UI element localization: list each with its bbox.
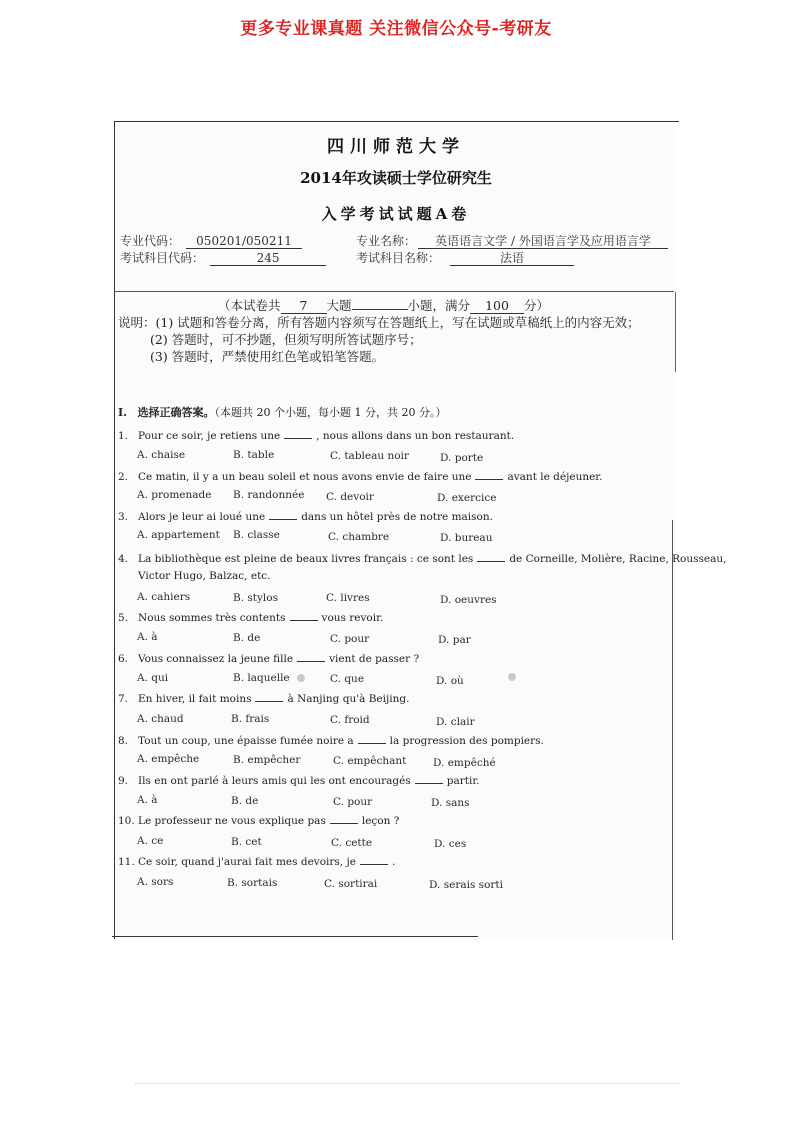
subject-name-label: 考试科目名称： bbox=[356, 251, 441, 265]
faint-scan-line bbox=[135, 1083, 680, 1086]
question-text: Nous sommes très contents bbox=[138, 612, 286, 624]
option-b: B. randonnée bbox=[233, 489, 305, 501]
section-1-number: I. bbox=[118, 406, 127, 419]
major-code-label: 专业代码： bbox=[120, 234, 181, 248]
sheet-border-bottom bbox=[112, 936, 478, 937]
option-c: C. tableau noir bbox=[330, 450, 409, 462]
question-text: Ils en ont parlé à leurs amis qui les ont encouragés bbox=[138, 775, 411, 787]
answer-blank bbox=[255, 701, 283, 702]
answer-blank bbox=[284, 438, 312, 439]
answer-blank bbox=[360, 864, 388, 865]
option-d: D. clair bbox=[436, 716, 475, 728]
summary-mid2: 小题，满分 bbox=[407, 298, 471, 313]
subject-code-label: 考试科目代码： bbox=[120, 251, 205, 265]
question-text: . bbox=[391, 856, 396, 868]
question-6 bbox=[118, 653, 419, 665]
option-c: C. froid bbox=[330, 714, 370, 726]
major-code-value: 050201/050211 bbox=[186, 234, 302, 249]
question-10 bbox=[118, 815, 399, 827]
subject-code-value: 245 bbox=[210, 251, 326, 266]
option-d: D. oeuvres bbox=[440, 594, 497, 606]
option-a: A. promenade bbox=[137, 489, 212, 501]
question-text: Ce soir, quand j'aurai fait mes devoirs, je bbox=[138, 856, 356, 868]
option-b: B. empêcher bbox=[233, 754, 301, 766]
option-d: D. bureau bbox=[440, 532, 493, 544]
option-b: B. cet bbox=[231, 836, 262, 848]
question-text: Vous connaissez la jeune fille bbox=[138, 653, 294, 665]
option-b: B. laquelle bbox=[233, 672, 290, 684]
subject-name-row bbox=[356, 249, 574, 266]
answer-blank bbox=[330, 823, 358, 824]
question-text: , nous allons dans un bon restaurant. bbox=[316, 430, 515, 442]
option-a: A. chaise bbox=[137, 449, 186, 461]
option-a: A. empêche bbox=[137, 753, 200, 765]
question-number: 4. bbox=[118, 553, 129, 565]
option-c: C. chambre bbox=[328, 531, 390, 543]
question-text: dans un hôtel près de notre maison. bbox=[301, 511, 493, 523]
question-text: la progression des pompiers. bbox=[389, 735, 544, 747]
section-1-heading bbox=[118, 404, 446, 420]
question-1 bbox=[118, 430, 514, 442]
question-text: vient de passer ? bbox=[329, 653, 420, 665]
option-d: D. par bbox=[438, 634, 471, 646]
option-a: A. à bbox=[137, 631, 158, 643]
option-b: B. de bbox=[233, 632, 261, 644]
option-d: D. empêché bbox=[433, 757, 496, 769]
question-number: 10. bbox=[118, 815, 135, 827]
answer-blank bbox=[477, 561, 505, 562]
major-name-value: 英语语言文学 / 外国语言学及应用语言学 bbox=[418, 234, 668, 249]
exam-year-line: 2014年攻读硕士学位研究生 bbox=[300, 169, 492, 187]
question-text: à Nanjing qu'à Beijing. bbox=[287, 693, 410, 705]
question-text: Pour ce soir, je retiens une bbox=[138, 430, 281, 442]
option-b: B. de bbox=[231, 795, 259, 807]
sheet-border-top bbox=[114, 121, 679, 122]
option-c: C. que bbox=[330, 673, 365, 685]
question-text: En hiver, il fait moins bbox=[138, 693, 252, 705]
option-a: A. sors bbox=[137, 876, 174, 888]
question-number: 3. bbox=[118, 511, 129, 523]
note-3: (3) 答题时，严禁使用红色笔或铅笔答题。 bbox=[150, 349, 385, 364]
option-d: D. serais sorti bbox=[429, 879, 503, 891]
sheet-border-right bbox=[672, 520, 673, 940]
summary-prefix: （本试卷共 bbox=[218, 298, 281, 313]
answer-blank bbox=[297, 661, 325, 662]
answer-blank bbox=[358, 743, 386, 744]
option-d: D. où bbox=[436, 675, 464, 687]
big-question-count: 7 bbox=[281, 299, 327, 314]
major-name-row bbox=[356, 232, 668, 249]
option-c: C. empêchant bbox=[333, 755, 407, 767]
exam-title: 入学考试试题A卷 bbox=[321, 205, 471, 223]
section-1-desc: （本题共 20 个小题，每小题 1 分，共 20 分。） bbox=[214, 406, 447, 419]
option-c: C. sortirai bbox=[324, 878, 378, 890]
question-3 bbox=[118, 511, 493, 523]
question-text: La bibliothèque est pleine de beaux livres français : ce sont les bbox=[138, 553, 474, 565]
question-text: de Corneille, Molière, Racine, Rousseau, bbox=[509, 553, 727, 565]
question-2 bbox=[118, 471, 603, 483]
option-c: C. cette bbox=[331, 837, 373, 849]
option-b: B. stylos bbox=[233, 592, 278, 604]
sheet-border-left bbox=[114, 121, 115, 939]
answer-blank bbox=[415, 783, 443, 784]
option-a: A. cahiers bbox=[137, 591, 191, 603]
question-text: Le professeur ne vous explique pas bbox=[138, 815, 326, 827]
scan-mark bbox=[508, 673, 516, 681]
major-name-label: 专业名称： bbox=[356, 234, 417, 248]
answer-blank bbox=[269, 519, 297, 520]
question-text: Tout un coup, une épaisse fumée noire a bbox=[138, 735, 354, 747]
option-c: C. devoir bbox=[326, 491, 374, 503]
question-number: 1. bbox=[118, 430, 129, 442]
option-d: D. exercice bbox=[437, 492, 497, 504]
question-text: Ce matin, il y a un beau soleil et nous avons envie de faire une bbox=[138, 471, 472, 483]
question-number: 6. bbox=[118, 653, 129, 665]
question-number: 7. bbox=[118, 693, 129, 705]
note-1: 说明：(1) 试题和答卷分离，所有答题内容须写在答题纸上，写在试题或草稿纸上的内容无效； bbox=[118, 315, 640, 330]
university-name: 四川师范大学 bbox=[327, 137, 465, 157]
question-number: 11. bbox=[118, 856, 135, 868]
full-score: 100 bbox=[470, 299, 524, 314]
option-a: A. qui bbox=[137, 672, 169, 684]
scan-mark bbox=[297, 674, 305, 682]
question-text: vous revoir. bbox=[321, 612, 384, 624]
answer-blank bbox=[475, 479, 503, 480]
option-a: A. appartement bbox=[137, 529, 220, 541]
question-number: 2. bbox=[118, 471, 129, 483]
option-c: C. pour bbox=[333, 796, 373, 808]
major-code-row bbox=[120, 232, 302, 249]
promo-banner: 更多专业课真题 关注微信公众号-考研友 bbox=[240, 19, 552, 39]
option-d: D. ces bbox=[434, 838, 467, 850]
option-c: C. pour bbox=[330, 633, 370, 645]
question-11 bbox=[118, 856, 395, 868]
option-c: C. livres bbox=[326, 592, 370, 604]
option-b: B. frais bbox=[231, 713, 270, 725]
question-9 bbox=[118, 775, 480, 787]
question-7 bbox=[118, 693, 409, 705]
question-4-continued: Victor Hugo, Balzac, etc. bbox=[138, 570, 271, 582]
subject-code-row bbox=[120, 249, 326, 266]
summary-suffix: 分） bbox=[524, 298, 550, 313]
option-d: D. porte bbox=[440, 452, 484, 464]
info-divider bbox=[114, 291, 674, 292]
question-5 bbox=[118, 612, 383, 624]
section-1-title: 选择正确答案。 bbox=[137, 406, 215, 419]
summary-mid1: 大题 bbox=[326, 298, 352, 313]
option-d: D. sans bbox=[431, 797, 470, 809]
question-number: 9. bbox=[118, 775, 129, 787]
subject-name-value: 法语 bbox=[450, 251, 574, 266]
question-text: partir. bbox=[446, 775, 480, 787]
option-a: A. à bbox=[137, 794, 158, 806]
question-text: avant le déjeuner. bbox=[507, 471, 603, 483]
note-2: (2) 答题时，可不抄题，但须写明所答试题序号； bbox=[150, 332, 422, 347]
option-b: B. table bbox=[233, 449, 275, 461]
sheet-border-right-upper bbox=[675, 292, 676, 372]
question-number: 8. bbox=[118, 735, 129, 747]
paper-summary bbox=[218, 296, 549, 314]
option-b: B. classe bbox=[233, 529, 280, 541]
question-8 bbox=[118, 735, 544, 747]
option-a: A. chaud bbox=[137, 713, 184, 725]
question-number: 5. bbox=[118, 612, 129, 624]
question-text: leçon ? bbox=[361, 815, 400, 827]
question-text: Alors je leur ai loué une bbox=[138, 511, 266, 523]
option-b: B. sortais bbox=[227, 877, 278, 889]
question-4 bbox=[118, 553, 726, 565]
option-a: A. ce bbox=[137, 835, 164, 847]
answer-blank bbox=[290, 620, 318, 621]
